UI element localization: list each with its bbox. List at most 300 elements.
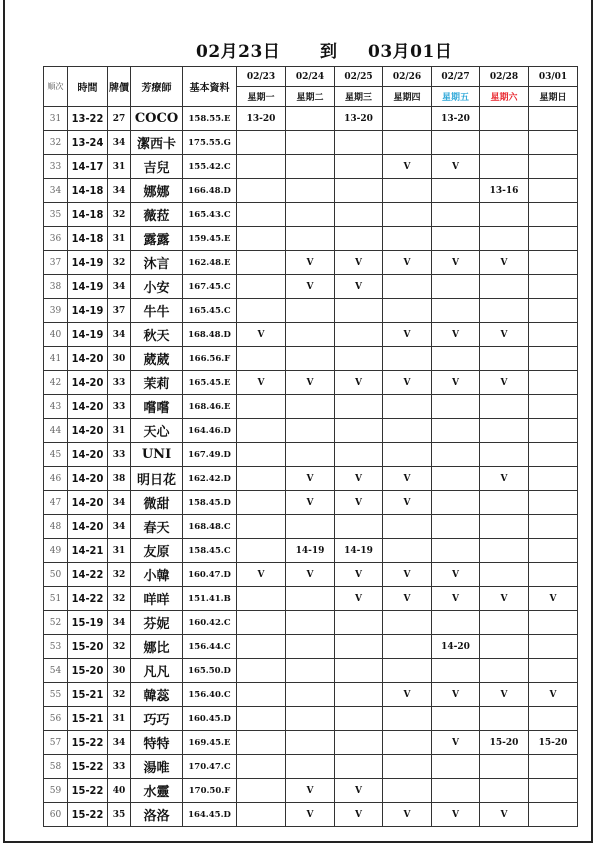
day-cell[interactable]: V (286, 371, 335, 395)
row-price: 30 (108, 347, 131, 371)
table-row (44, 251, 578, 275)
day-cell[interactable] (480, 635, 529, 659)
day-cell[interactable] (432, 275, 480, 299)
day-cell[interactable] (529, 227, 578, 251)
row-time: 15-20 (68, 659, 108, 683)
day-cell[interactable] (480, 611, 529, 635)
day-cell[interactable] (383, 635, 432, 659)
day-cell[interactable] (286, 515, 335, 539)
header-date: 02/24 (286, 67, 335, 87)
row-info: 167.49.D (183, 443, 237, 467)
day-cell[interactable] (480, 395, 529, 419)
row-time: 14-20 (68, 371, 108, 395)
day-cell[interactable] (335, 659, 383, 683)
day-cell[interactable]: V (432, 563, 480, 587)
day-cell[interactable] (529, 179, 578, 203)
day-cell[interactable] (529, 299, 578, 323)
day-cell[interactable] (383, 275, 432, 299)
day-cell[interactable]: V (335, 803, 383, 827)
day-cell[interactable] (286, 155, 335, 179)
day-cell[interactable] (335, 395, 383, 419)
header-weekday: 星期二 (286, 87, 335, 107)
day-cell[interactable] (383, 539, 432, 563)
row-therapist-name: 韓蕊 (131, 683, 183, 707)
row-time: 14-20 (68, 443, 108, 467)
day-cell[interactable] (237, 299, 286, 323)
row-seq: 52 (44, 611, 68, 635)
row-price: 40 (108, 779, 131, 803)
day-cell[interactable] (383, 611, 432, 635)
day-cell[interactable] (286, 395, 335, 419)
day-cell[interactable] (383, 731, 432, 755)
day-cell[interactable] (432, 755, 480, 779)
row-time: 14-18 (68, 227, 108, 251)
day-cell[interactable] (383, 179, 432, 203)
day-cell[interactable] (237, 227, 286, 251)
day-cell[interactable] (237, 251, 286, 275)
day-cell[interactable] (237, 587, 286, 611)
day-cell[interactable] (529, 275, 578, 299)
day-cell[interactable] (529, 323, 578, 347)
row-info: 158.45.D (183, 491, 237, 515)
day-cell[interactable]: V (383, 683, 432, 707)
table-row (44, 227, 578, 251)
day-cell[interactable]: 15-20 (480, 731, 529, 755)
row-info: 160.47.D (183, 563, 237, 587)
schedule-body (44, 107, 578, 827)
day-cell[interactable]: V (335, 779, 383, 803)
day-cell[interactable]: 13-20 (335, 107, 383, 131)
day-cell[interactable] (286, 635, 335, 659)
day-cell[interactable] (383, 707, 432, 731)
header-weekday: 星期四 (383, 87, 432, 107)
day-cell[interactable] (529, 563, 578, 587)
day-cell[interactable] (432, 347, 480, 371)
day-cell[interactable] (383, 443, 432, 467)
day-cell[interactable] (335, 227, 383, 251)
day-cell[interactable] (237, 275, 286, 299)
day-cell[interactable]: 14-19 (335, 539, 383, 563)
row-seq: 60 (44, 803, 68, 827)
day-cell[interactable] (432, 227, 480, 251)
row-therapist-name: 湯唯 (131, 755, 183, 779)
day-cell[interactable]: V (335, 275, 383, 299)
day-cell[interactable] (432, 179, 480, 203)
day-cell[interactable] (335, 731, 383, 755)
day-cell[interactable]: 13-20 (237, 107, 286, 131)
table-row (44, 347, 578, 371)
table-row (44, 323, 578, 347)
day-cell[interactable]: V (383, 323, 432, 347)
day-cell[interactable]: V (432, 371, 480, 395)
day-cell[interactable]: V (286, 803, 335, 827)
day-cell[interactable] (237, 635, 286, 659)
day-cell[interactable]: V (432, 251, 480, 275)
day-cell[interactable] (237, 179, 286, 203)
day-cell[interactable] (432, 467, 480, 491)
day-cell[interactable] (480, 203, 529, 227)
day-cell[interactable] (286, 323, 335, 347)
row-seq: 49 (44, 539, 68, 563)
day-cell[interactable] (335, 179, 383, 203)
row-therapist-name: 巧巧 (131, 707, 183, 731)
day-cell[interactable] (237, 203, 286, 227)
day-cell[interactable]: 15-20 (529, 731, 578, 755)
day-cell[interactable]: V (286, 491, 335, 515)
table-row (44, 155, 578, 179)
day-cell[interactable]: V (480, 587, 529, 611)
day-cell[interactable] (237, 131, 286, 155)
header-weekday-saturday: 星期六 (480, 87, 529, 107)
day-cell[interactable] (237, 491, 286, 515)
day-cell[interactable] (529, 659, 578, 683)
day-cell[interactable] (480, 515, 529, 539)
row-info: 168.48.C (183, 515, 237, 539)
day-cell[interactable]: V (432, 587, 480, 611)
table-row (44, 563, 578, 587)
row-price: 32 (108, 563, 131, 587)
row-price: 32 (108, 587, 131, 611)
header-date: 02/26 (383, 67, 432, 87)
row-time: 15-22 (68, 731, 108, 755)
day-cell[interactable]: V (335, 491, 383, 515)
day-cell[interactable] (383, 203, 432, 227)
day-cell[interactable] (480, 755, 529, 779)
row-therapist-name: 凡凡 (131, 659, 183, 683)
row-therapist-name: 春天 (131, 515, 183, 539)
day-cell[interactable]: V (335, 371, 383, 395)
day-cell[interactable]: V (383, 371, 432, 395)
day-cell[interactable] (432, 539, 480, 563)
day-cell[interactable]: V (383, 491, 432, 515)
day-cell[interactable] (335, 131, 383, 155)
day-cell[interactable] (237, 443, 286, 467)
day-cell[interactable]: V (383, 563, 432, 587)
header-date: 02/27 (432, 67, 480, 87)
row-therapist-name: 洛洛 (131, 803, 183, 827)
day-cell[interactable] (286, 299, 335, 323)
day-cell[interactable] (286, 443, 335, 467)
header-date: 02/25 (335, 67, 383, 87)
day-cell[interactable]: V (335, 251, 383, 275)
row-info: 168.46.E (183, 395, 237, 419)
day-cell[interactable]: V (335, 467, 383, 491)
row-info: 165.45.E (183, 371, 237, 395)
day-cell[interactable] (286, 755, 335, 779)
day-cell[interactable] (237, 419, 286, 443)
day-cell[interactable] (286, 227, 335, 251)
day-cell[interactable]: V (286, 467, 335, 491)
row-info: 151.41.B (183, 587, 237, 611)
day-cell[interactable] (480, 347, 529, 371)
row-price: 38 (108, 467, 131, 491)
day-cell[interactable] (237, 155, 286, 179)
table-row (44, 467, 578, 491)
day-cell[interactable]: V (383, 155, 432, 179)
day-cell[interactable] (529, 371, 578, 395)
table-row (44, 539, 578, 563)
day-cell[interactable]: V (335, 563, 383, 587)
table-row (44, 659, 578, 683)
day-cell[interactable] (383, 419, 432, 443)
row-price: 35 (108, 803, 131, 827)
row-time: 15-22 (68, 803, 108, 827)
day-cell[interactable] (335, 707, 383, 731)
day-cell[interactable]: V (480, 803, 529, 827)
day-cell[interactable] (335, 755, 383, 779)
day-cell[interactable] (529, 203, 578, 227)
row-therapist-name: 秋天 (131, 323, 183, 347)
day-cell[interactable]: 13-20 (432, 107, 480, 131)
row-info: 164.46.D (183, 419, 237, 443)
day-cell[interactable] (432, 299, 480, 323)
row-time: 13-24 (68, 131, 108, 155)
day-cell[interactable] (286, 683, 335, 707)
day-cell[interactable] (286, 587, 335, 611)
day-cell[interactable] (529, 347, 578, 371)
day-cell[interactable] (480, 779, 529, 803)
day-cell[interactable] (529, 443, 578, 467)
row-therapist-name: COCO (131, 107, 183, 131)
day-cell[interactable] (286, 659, 335, 683)
day-cell[interactable] (286, 707, 335, 731)
day-cell[interactable] (432, 707, 480, 731)
header-date: 02/28 (480, 67, 529, 87)
row-price: 37 (108, 299, 131, 323)
day-cell[interactable] (286, 203, 335, 227)
day-cell[interactable]: V (529, 587, 578, 611)
day-cell[interactable] (432, 203, 480, 227)
day-cell[interactable] (237, 515, 286, 539)
day-cell[interactable] (237, 731, 286, 755)
day-cell[interactable] (286, 611, 335, 635)
row-info: 156.40.C (183, 683, 237, 707)
day-cell[interactable] (237, 347, 286, 371)
day-cell[interactable] (432, 611, 480, 635)
day-cell[interactable] (480, 275, 529, 299)
day-cell[interactable]: V (432, 803, 480, 827)
day-cell[interactable] (286, 179, 335, 203)
day-cell[interactable] (480, 419, 529, 443)
day-cell[interactable]: V (383, 587, 432, 611)
row-seq: 42 (44, 371, 68, 395)
day-cell[interactable] (335, 611, 383, 635)
day-cell[interactable] (432, 395, 480, 419)
day-cell[interactable] (432, 515, 480, 539)
day-cell[interactable] (383, 755, 432, 779)
day-cell[interactable]: V (480, 251, 529, 275)
to-label: 到 (320, 42, 338, 62)
day-cell[interactable] (529, 755, 578, 779)
row-info: 158.45.C (183, 539, 237, 563)
day-cell[interactable] (383, 395, 432, 419)
row-price: 34 (108, 731, 131, 755)
day-cell[interactable] (529, 131, 578, 155)
row-therapist-name: 芬妮 (131, 611, 183, 635)
row-seq: 44 (44, 419, 68, 443)
day-cell[interactable] (529, 395, 578, 419)
day-cell[interactable]: 13-16 (480, 179, 529, 203)
day-cell[interactable] (286, 131, 335, 155)
row-therapist-name: 明日花 (131, 467, 183, 491)
day-cell[interactable] (286, 107, 335, 131)
day-cell[interactable] (383, 131, 432, 155)
day-cell[interactable] (335, 155, 383, 179)
row-info: 162.48.E (183, 251, 237, 275)
day-cell[interactable] (480, 659, 529, 683)
day-cell[interactable] (529, 251, 578, 275)
day-cell[interactable]: V (383, 467, 432, 491)
day-cell[interactable]: V (383, 251, 432, 275)
day-cell[interactable] (529, 467, 578, 491)
row-seq: 47 (44, 491, 68, 515)
day-cell[interactable]: V (335, 587, 383, 611)
day-cell[interactable] (480, 299, 529, 323)
day-cell[interactable] (529, 707, 578, 731)
row-time: 14-20 (68, 395, 108, 419)
day-cell[interactable] (383, 347, 432, 371)
day-cell[interactable] (383, 227, 432, 251)
day-cell[interactable] (432, 779, 480, 803)
day-cell[interactable] (480, 155, 529, 179)
row-price: 31 (108, 155, 131, 179)
day-cell[interactable] (480, 563, 529, 587)
row-therapist-name: 吉兒 (131, 155, 183, 179)
row-therapist-name: 葳葳 (131, 347, 183, 371)
row-therapist-name: 友原 (131, 539, 183, 563)
day-cell[interactable] (529, 107, 578, 131)
day-cell[interactable] (335, 515, 383, 539)
day-cell[interactable]: V (383, 803, 432, 827)
day-cell[interactable] (383, 659, 432, 683)
row-time: 14-17 (68, 155, 108, 179)
day-cell[interactable] (335, 347, 383, 371)
day-cell[interactable]: V (480, 371, 529, 395)
day-cell[interactable] (480, 707, 529, 731)
day-cell[interactable] (335, 419, 383, 443)
day-cell[interactable]: V (529, 683, 578, 707)
day-cell[interactable] (529, 491, 578, 515)
day-cell[interactable] (480, 131, 529, 155)
day-cell[interactable] (480, 491, 529, 515)
row-time: 14-20 (68, 491, 108, 515)
day-cell[interactable]: V (480, 683, 529, 707)
day-cell[interactable] (529, 515, 578, 539)
day-cell[interactable]: V (237, 563, 286, 587)
day-cell[interactable] (237, 467, 286, 491)
row-seq: 50 (44, 563, 68, 587)
day-cell[interactable] (237, 779, 286, 803)
day-cell[interactable] (529, 635, 578, 659)
row-seq: 32 (44, 131, 68, 155)
row-therapist-name: 潔西卡 (131, 131, 183, 155)
day-cell[interactable] (432, 491, 480, 515)
row-seq: 46 (44, 467, 68, 491)
day-cell[interactable] (480, 539, 529, 563)
row-seq: 43 (44, 395, 68, 419)
day-cell[interactable]: 14-19 (286, 539, 335, 563)
row-time: 14-18 (68, 179, 108, 203)
row-seq: 55 (44, 683, 68, 707)
day-cell[interactable] (335, 323, 383, 347)
day-cell[interactable]: V (480, 467, 529, 491)
row-info: 158.55.E (183, 107, 237, 131)
day-cell[interactable] (335, 635, 383, 659)
row-time: 14-20 (68, 347, 108, 371)
header-time: 時間 (68, 67, 108, 107)
day-cell[interactable]: 14-20 (432, 635, 480, 659)
day-cell[interactable] (529, 779, 578, 803)
day-cell[interactable] (237, 803, 286, 827)
day-cell[interactable] (383, 299, 432, 323)
day-cell[interactable] (480, 443, 529, 467)
day-cell[interactable]: V (432, 323, 480, 347)
day-cell[interactable] (335, 203, 383, 227)
day-cell[interactable] (286, 419, 335, 443)
row-price: 34 (108, 179, 131, 203)
day-cell[interactable]: V (432, 683, 480, 707)
day-cell[interactable] (432, 131, 480, 155)
row-info: 166.48.D (183, 179, 237, 203)
day-cell[interactable]: V (237, 323, 286, 347)
day-cell[interactable] (480, 107, 529, 131)
table-row (44, 371, 578, 395)
day-cell[interactable] (529, 155, 578, 179)
day-cell[interactable] (237, 683, 286, 707)
day-cell[interactable]: V (432, 731, 480, 755)
day-cell[interactable]: V (286, 251, 335, 275)
row-time: 15-22 (68, 779, 108, 803)
row-time: 15-21 (68, 683, 108, 707)
day-cell[interactable]: V (237, 371, 286, 395)
day-cell[interactable] (286, 731, 335, 755)
day-cell[interactable] (237, 395, 286, 419)
day-cell[interactable] (529, 539, 578, 563)
row-price: 33 (108, 371, 131, 395)
day-cell[interactable]: V (286, 779, 335, 803)
row-time: 13-22 (68, 107, 108, 131)
day-cell[interactable] (237, 611, 286, 635)
day-cell[interactable]: V (286, 275, 335, 299)
row-seq: 51 (44, 587, 68, 611)
day-cell[interactable] (432, 419, 480, 443)
day-cell[interactable] (383, 107, 432, 131)
row-therapist-name: 娜比 (131, 635, 183, 659)
day-cell[interactable]: V (286, 563, 335, 587)
table-row (44, 107, 578, 131)
day-cell[interactable]: V (480, 323, 529, 347)
day-cell[interactable] (432, 659, 480, 683)
day-cell[interactable] (237, 659, 286, 683)
day-cell[interactable]: V (432, 155, 480, 179)
day-cell[interactable] (529, 803, 578, 827)
day-cell[interactable] (237, 707, 286, 731)
row-therapist-name: 娜娜 (131, 179, 183, 203)
day-cell[interactable] (529, 611, 578, 635)
day-cell[interactable] (480, 227, 529, 251)
day-cell[interactable] (335, 683, 383, 707)
day-cell[interactable] (237, 755, 286, 779)
day-cell[interactable] (335, 443, 383, 467)
day-cell[interactable] (237, 539, 286, 563)
day-cell[interactable] (383, 779, 432, 803)
day-cell[interactable] (529, 419, 578, 443)
day-cell[interactable] (335, 299, 383, 323)
day-cell[interactable] (286, 347, 335, 371)
row-time: 14-22 (68, 563, 108, 587)
day-cell[interactable] (383, 515, 432, 539)
day-cell[interactable] (432, 443, 480, 467)
